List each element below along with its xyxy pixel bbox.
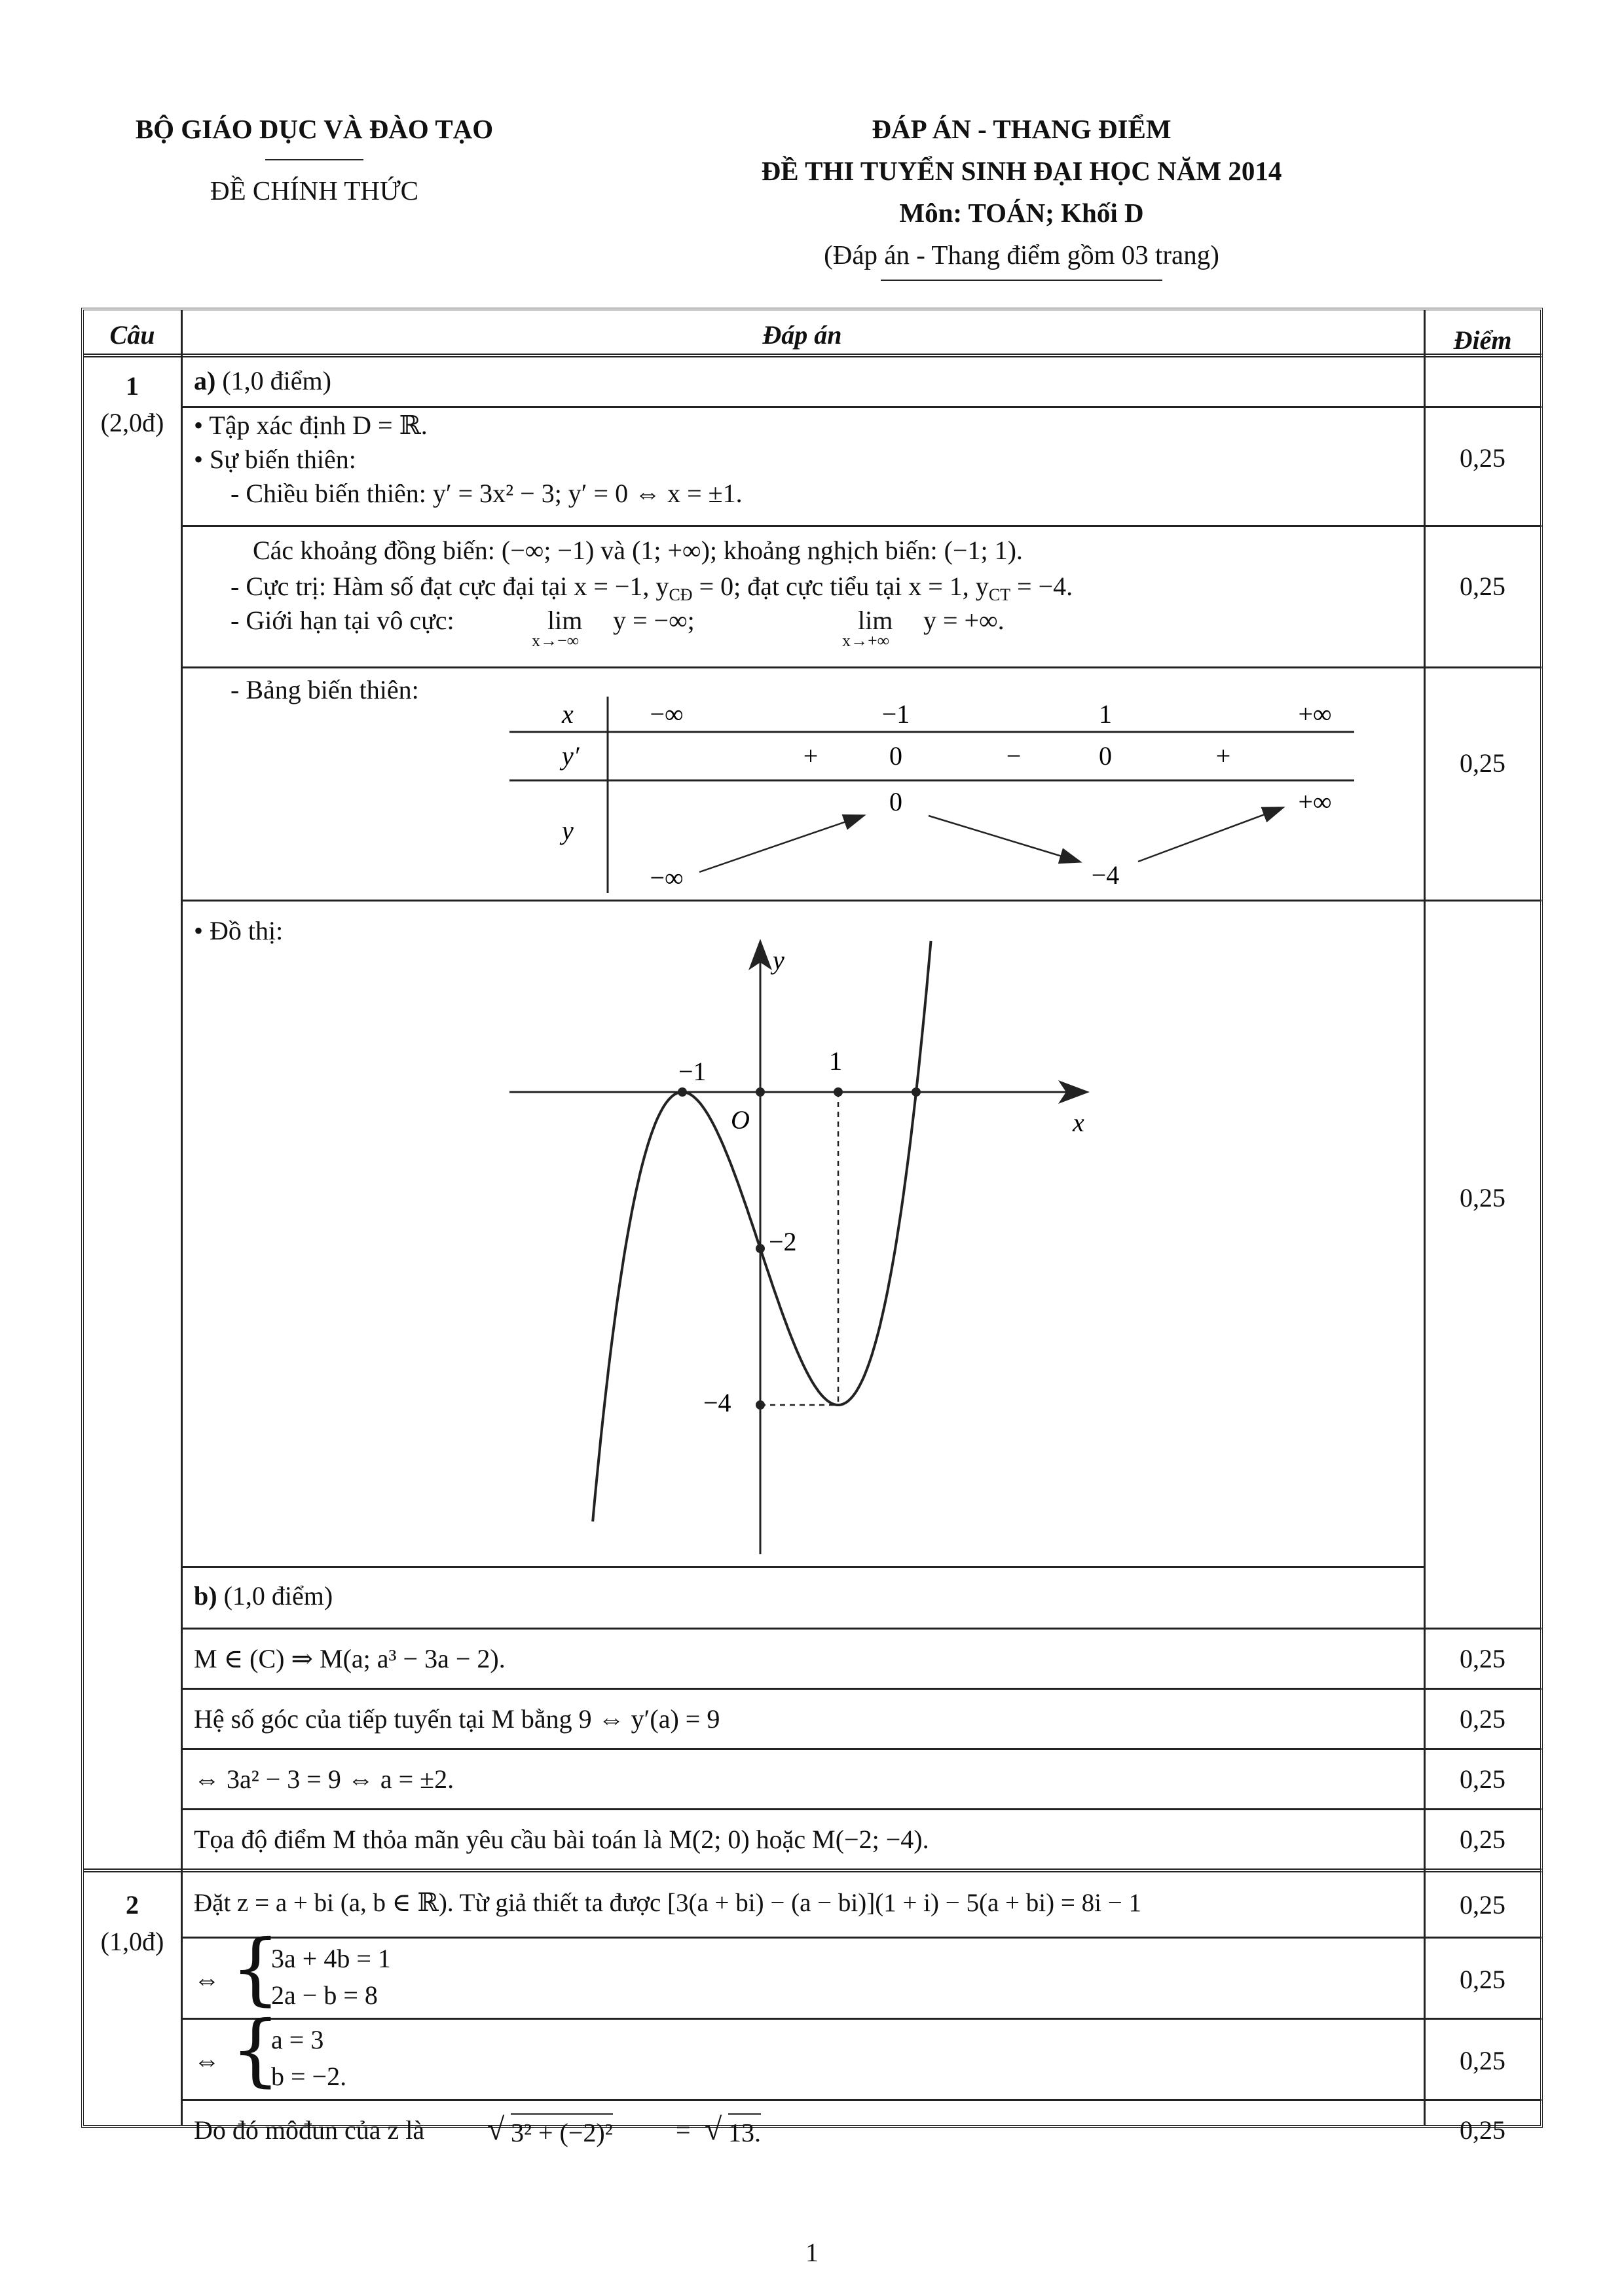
vt-yp-1: 0 [889,741,902,771]
q1-number: 1 [126,371,139,401]
vt-x-label: x [562,699,574,729]
tick-neg4: −4 [703,1388,731,1417]
limit-row [194,604,1412,650]
doc-title: ĐÁP ÁN - THANG ĐIỂM [872,114,1172,144]
row-divider-b [181,1628,1541,1630]
score-8: 0,25 [1460,1825,1505,1854]
vt-yp-0: + [803,741,819,771]
domain-text: • Tập xác định D = ℝ. [194,410,428,440]
page-number: 1 [805,2238,819,2267]
lim2-val: y = +∞. [923,606,1005,635]
score-1: 0,25 [1460,443,1505,473]
brace-2: { [231,2005,281,2096]
col-divider-2 [1424,310,1426,2125]
limit-label: - Giới hạn tại vô cực: [231,606,454,635]
row-divider-2 [181,666,1541,668]
extrema-sub-cd: CĐ [669,585,693,604]
lim1-sub: x→−∞ [532,631,580,650]
table-title: - Bảng biến thiên: [231,675,419,704]
graph-title: • Đồ thị: [194,916,284,945]
q2-line-4 [194,2113,980,2153]
q2-points: (1,0đ) [100,1927,164,1956]
q2-score-2: 0,25 [1460,1965,1505,1994]
radicand-1: 3² + (−2)² [511,2113,613,2150]
variation-title: • Sự biến thiên: [194,445,356,474]
vt-arrow-up-1 [699,816,863,872]
extrema-sub-ct: CT [988,585,1011,604]
official-label: ĐỀ CHÍNH THỨC [210,175,419,206]
col-divider-1 [181,310,183,2125]
q2-divider-1 [181,1937,1541,1939]
vt-yp-3: 0 [1099,741,1112,771]
pages-note: (Đáp án - Thang điểm gồm 03 trang) [824,240,1219,270]
extrema-text [194,570,1412,604]
lim1-word: lim [547,606,583,635]
q2-score-3: 0,25 [1460,2046,1505,2075]
q2-divider-3 [181,2099,1541,2101]
vt-x-0: −∞ [650,699,684,729]
exam-title: ĐỀ THI TUYỂN SINH ĐẠI HỌC NĂM 2014 [761,156,1282,186]
part-b-points: (1,0 điểm) [223,1581,333,1611]
q2-score-4: 0,25 [1460,2115,1505,2145]
tick-neg2: −2 [769,1227,797,1256]
extrema-part3: = −4. [1010,572,1073,601]
answer-table [81,308,1543,2147]
col-header-cau: Câu [109,320,155,350]
point-y-neg4 [756,1400,765,1410]
header-right-rule [881,280,1162,281]
b-line-4: Tọa độ điểm M thỏa mãn yêu cầu bài toán là M(2; 0) hoặc M(−2; −4). [194,1825,929,1854]
vt-x-3: +∞ [1298,699,1332,729]
vt-yp-2: − [1006,741,1022,771]
q2-number: 2 [126,1890,139,1920]
header-left-rule [265,159,363,160]
tick-1: 1 [829,1046,842,1076]
score-6: 0,25 [1460,1704,1505,1734]
extrema-part2: = 0; đạt cực tiểu tại x = 1, y [692,572,989,601]
score-2: 0,25 [1460,572,1505,601]
modulus-text: Do đó môđun của z là [194,2115,425,2145]
point-x1 [834,1087,843,1097]
question-divider [84,1868,1541,1872]
vt-x-2: 1 [1099,699,1112,729]
x-axis-label: x [1073,1108,1084,1137]
col-header-diem: Điểm [1453,325,1512,355]
radicand-2: 13. [728,2113,761,2150]
vt-yp-4: + [1215,741,1231,771]
b-line-2: Hệ số góc của tiếp tuyến tại M bằng 9 ⇔ y′(a) = 9 [194,1704,720,1734]
function-graph [490,939,1105,1554]
row-divider-3 [181,900,1541,902]
q2-line-1: Đặt z = a + bi (a, b ∈ ℝ). Từ giả thiết ta được [3(a + bi) − (a − bi)](1 + i) − 5(a + bi) = 8i − 1 [194,1889,1141,1917]
lim1-val: y = −∞; [613,606,695,635]
score-3: 0,25 [1460,748,1505,778]
row-divider-a [181,406,1541,408]
direction-text: - Chiều biến thiên: y′ = 3x² − 3; y′ = 0 ⇔ x = ±1. [231,479,743,508]
vt-y-2: −4 [1091,860,1120,890]
point-max [678,1087,687,1097]
score-7: 0,25 [1460,1764,1505,1794]
sys2-eq1: a = 3 [271,2025,324,2054]
iff-1: ⇔ [194,1965,220,1994]
iff-2: ⇔ [194,2046,220,2075]
vt-y-label: y [562,816,574,845]
header-right [563,108,1480,281]
col-header-dap-an: Đáp án [762,320,842,350]
variation-table [509,697,1361,893]
q1-part-a-heading [194,364,331,398]
lim2-word: lim [858,606,893,635]
point-origin [756,1087,765,1097]
row-divider-4 [181,1566,1424,1568]
sqrt-sign-2: √ [705,2112,722,2147]
vt-y-0: −∞ [650,863,684,892]
vt-x-1: −1 [881,699,910,729]
score-5: 0,25 [1460,1644,1505,1673]
point-y-neg2 [756,1244,765,1253]
part-a-label: a) [194,366,216,395]
sys2-eq2: b = −2. [271,2062,347,2091]
lim2-sub: x→+∞ [842,631,890,650]
y-axis-label: y [773,945,784,975]
part-b-label: b) [194,1581,217,1611]
intervals-text: Các khoảng đồng biến: (−∞; −1) và (1; +∞); khoảng nghịch biến: (−1; 1). [253,536,1023,565]
vt-arrow-up-2 [1138,808,1282,862]
q1-part-b-heading [194,1579,333,1613]
sqrt-sign-1: √ [487,2112,505,2147]
row-divider-7 [181,1808,1541,1810]
extrema-part1: - Cực trị: Hàm số đạt cực đại tại x = −1, y [231,572,669,601]
q1-row1 [194,409,1412,511]
subject-title: Môn: TOÁN; Khối D [899,198,1144,228]
q1-points: (2,0đ) [100,408,164,437]
part-a-points: (1,0 điểm) [222,366,331,395]
score-4: 0,25 [1460,1183,1505,1212]
row-divider-5 [181,1688,1541,1690]
vt-yp-label: y′ [562,741,580,771]
sys1-eq2: 2a − b = 8 [271,1980,378,2010]
tick-neg1: −1 [678,1057,707,1086]
header-left [39,108,589,211]
vt-arrow-down [929,816,1079,862]
brace-1: { [231,1923,281,2014]
ministry-name: BỘ GIÁO DỤC VÀ ĐÀO TẠO [135,114,494,144]
origin-label: O [731,1105,750,1135]
row-divider-6 [181,1748,1541,1750]
q2-system-2 [194,2005,718,2099]
q2-divider-2 [181,2018,1541,2020]
row-divider-1 [181,525,1541,527]
b-line-1: M ∈ (C) ⇒ M(a; a³ − 3a − 2). [194,1644,506,1673]
vt-y-3: +∞ [1298,787,1332,816]
point-x2 [912,1087,921,1097]
cubic-curve [593,941,931,1522]
sys1-eq1: 3a + 4b = 1 [271,1944,391,1973]
header-divider [84,354,1541,357]
q2-score-1: 0,25 [1460,1890,1505,1920]
vt-y-1: 0 [889,787,902,816]
equals-sign: = [676,2115,691,2145]
b-line-3: ⇔ 3a² − 3 = 9 ⇔ a = ±2. [194,1764,454,1794]
q1-row2 [194,532,1412,650]
